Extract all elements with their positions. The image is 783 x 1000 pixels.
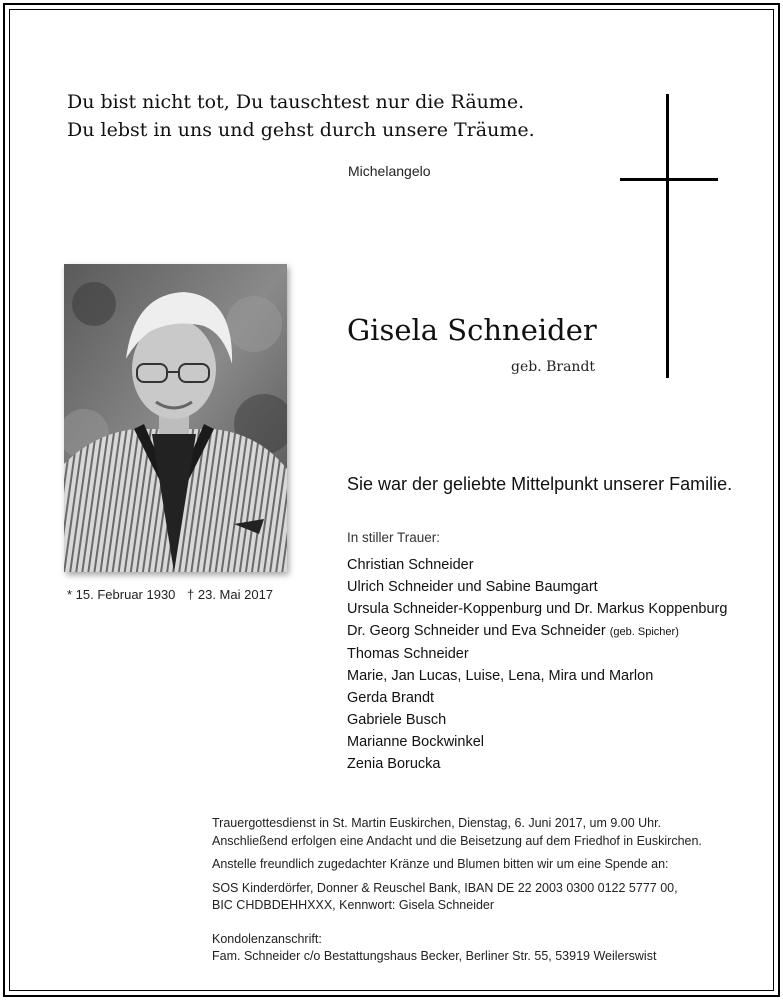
mourner-name: Marie, Jan Lucas, Luise, Lena, Mira und Marlon (347, 668, 654, 684)
mourner-name: Zenia Borucka (347, 756, 441, 772)
service-line: Anschließend erfolgen eine Andacht und die Beisetzung auf dem Friedhof in Euskirchen. (212, 833, 702, 848)
birth-date: * 15. Februar 1930 (67, 587, 176, 602)
mourner-name: Ursula Schneider-Koppenburg und Dr. Markus Koppenburg (347, 601, 728, 617)
quote (67, 88, 535, 144)
deceased-name: Gisela Schneider (347, 313, 597, 347)
mourner-name: Marianne Bockwinkel (347, 734, 485, 750)
cross-icon-bar (620, 178, 718, 181)
mourner-name: Dr. Georg Schneider und Eva Schneider (347, 623, 606, 639)
bank-details: SOS Kinderdörfer, Donner & Reuschel Bank, IBAN DE 22 2003 0300 0122 5777 00, (212, 880, 678, 895)
donation-request: Anstelle freundlich zugedachter Kränze und Blumen bitten wir um eine Spende an: (212, 857, 669, 871)
mourner-name: Christian Schneider (347, 557, 474, 573)
mourner-name-georg (347, 620, 727, 643)
mourner-name: Gerda Brandt (347, 690, 435, 706)
tagline: Sie war der geliebte Mittelpunkt unserer Familie. (347, 474, 733, 494)
condolence-address: Fam. Schneider c/o Bestattungshaus Becker, Berliner Str. 55, 53919 Weilerswist (212, 949, 657, 963)
mourning-label: In stiller Trauer: (347, 530, 441, 545)
service-line: Trauergottesdienst in St. Martin Euskirchen, Dienstag, 6. Juni 2017, um 9.00 Uhr. (212, 816, 662, 830)
condolence-label: Kondolenzanschrift: (212, 931, 322, 946)
bank-details: BIC CHDBDEHHXXX, Kennwort: Gisela Schneider (212, 898, 495, 912)
quote-line-2: Du lebst in uns und gehst durch unsere Träume. (67, 119, 535, 141)
mourner-name: Ulrich Schneider und Sabine Baumgart (347, 579, 598, 595)
birth-name: geb. Brandt (511, 359, 596, 375)
service-info (212, 815, 702, 966)
mourner-name: Thomas Schneider (347, 646, 469, 662)
quote-line-1: Du bist nicht tot, Du tauschtest nur die Räume. (67, 91, 525, 113)
death-date: † 23. Mai 2017 (187, 587, 274, 602)
mourner-name: Gabriele Busch (347, 712, 447, 728)
mourners-list (347, 554, 727, 775)
mourner-note: (geb. Spicher) (609, 626, 679, 638)
cross-icon (666, 94, 669, 378)
portrait-photo (64, 264, 287, 572)
life-dates (67, 587, 281, 602)
quote-author: Michelangelo (348, 163, 431, 179)
